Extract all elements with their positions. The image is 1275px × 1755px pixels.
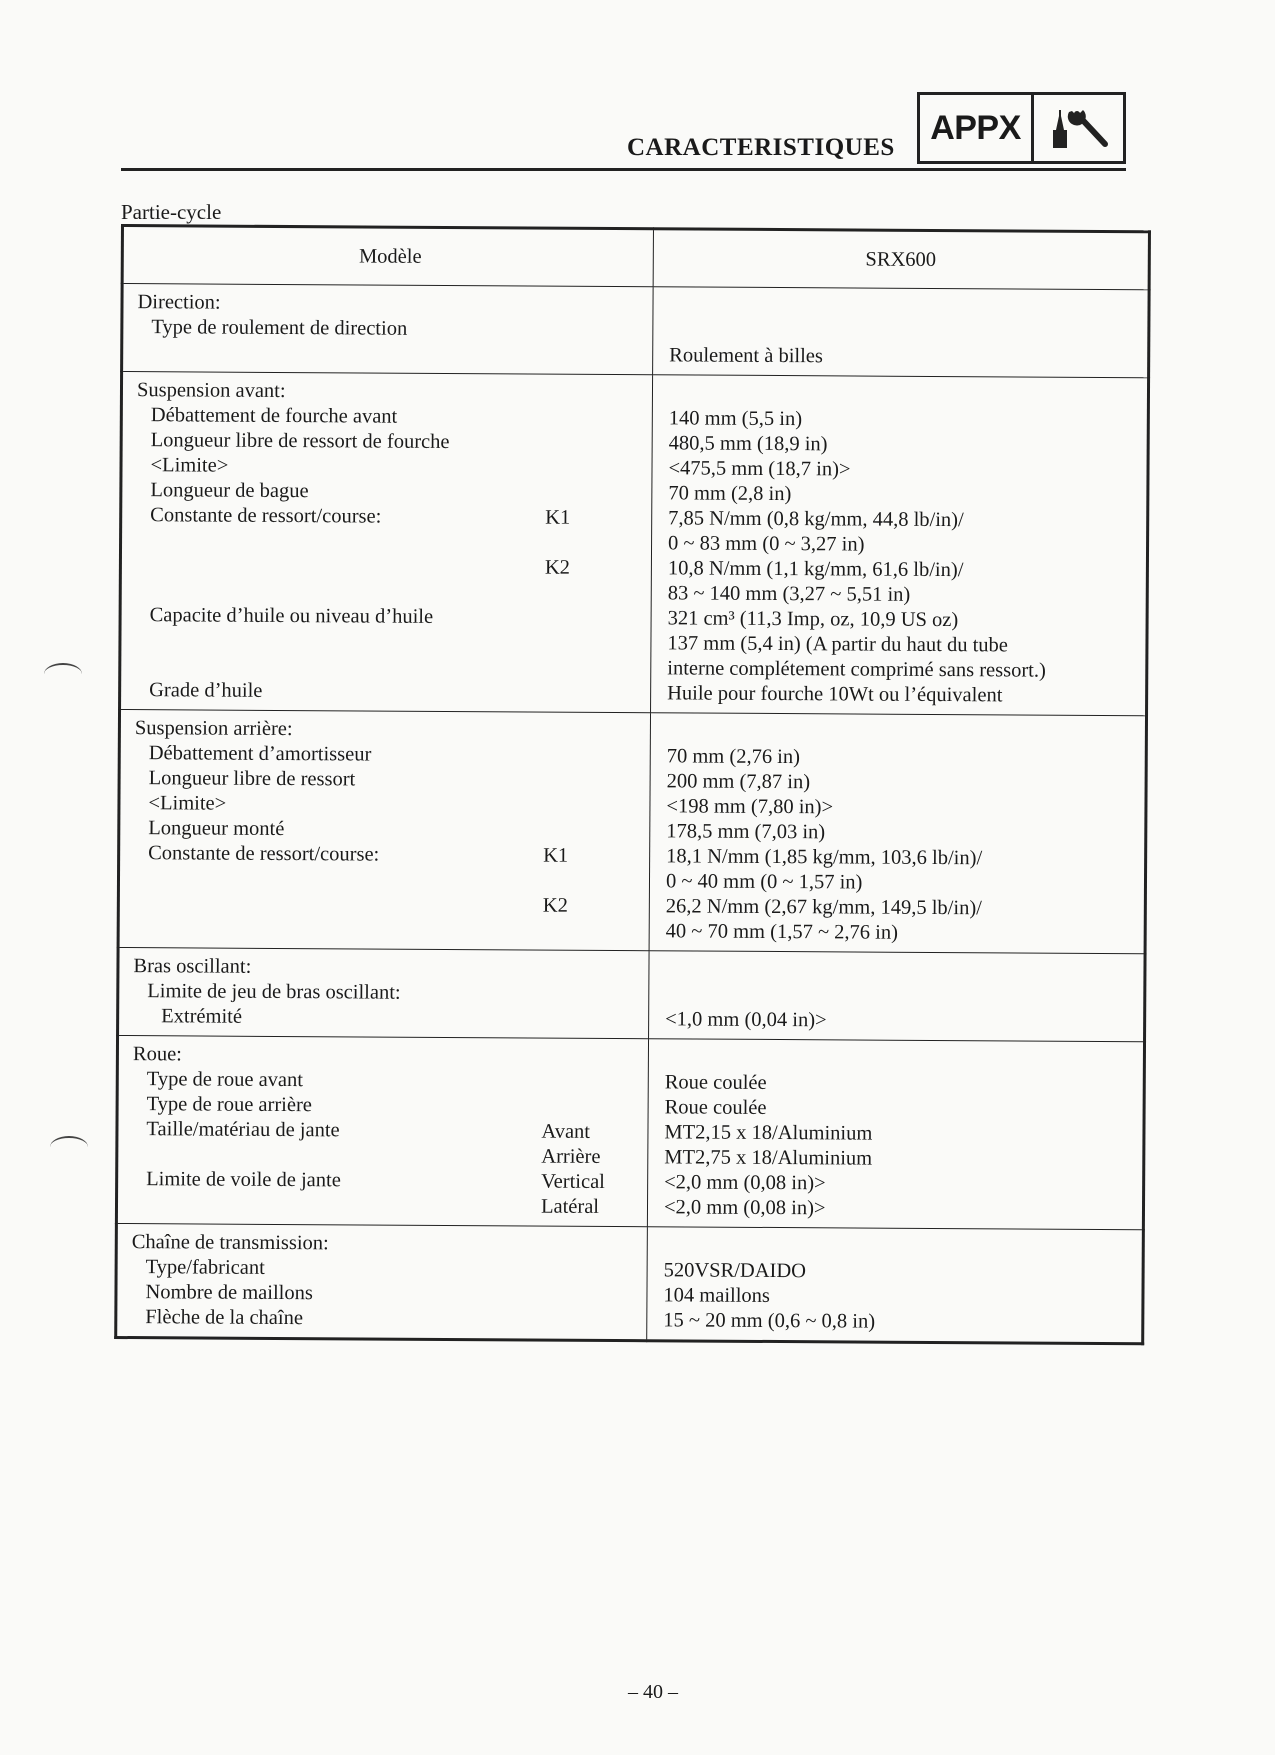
spec-values-cell [647, 1227, 1144, 1344]
spec-row [132, 1142, 637, 1170]
spec-value: 70 mm (2,8 in) [668, 482, 792, 506]
spec-value: 520VSR/DAIDO [663, 1259, 807, 1283]
spec-label: Capacite d’huile ou niveau d’huile [149, 604, 434, 628]
table-header-row [122, 226, 1149, 290]
spec-label: Limite de voile de jante [146, 1168, 341, 1192]
spec-value: 178,5 mm (7,03 in) [666, 820, 826, 844]
spec-sublabel: Avant [541, 1120, 591, 1143]
spec-sublabel: K2 [544, 556, 571, 579]
spec-value: 140 mm (5,5 in) [668, 407, 803, 431]
spec-group-row [116, 1035, 1144, 1229]
value-spacer [664, 1233, 1132, 1261]
spec-value: Huile pour fourche 10Wt ou l’équivalent [667, 682, 1003, 707]
spec-value: 104 maillons [663, 1284, 771, 1307]
value-spacer [665, 1045, 1133, 1073]
spec-label [150, 578, 545, 605]
spec-value: 26,2 N/mm (2,67 kg/mm, 149,5 lb/in)/ [665, 895, 982, 920]
badge-label: APPX [920, 95, 1034, 161]
punch-hole-mark [44, 663, 82, 685]
spec-label: Limite de jeu de bras oscillant: [147, 980, 401, 1004]
spec-value: 480,5 mm (18,9 in) [668, 432, 828, 456]
spec-value: <2,0 mm (0,08 in)> [663, 1196, 826, 1220]
spec-label: Constante de ressort/course: [148, 842, 380, 866]
spec-sublabel [544, 631, 640, 657]
spec-row [134, 866, 639, 894]
spec-sublabel [546, 431, 642, 457]
spec-sublabel [543, 819, 639, 845]
spec-sublabel [543, 869, 639, 895]
spec-sublabel: Latéral [540, 1195, 600, 1218]
spec-sublabel: K1 [543, 844, 569, 867]
spec-value: 18,1 N/mm (1,85 kg/mm, 103,6 lb/in)/ [666, 845, 983, 870]
spec-group-row [118, 947, 1146, 1041]
spec-value: MT2,75 x 18/Aluminium [664, 1146, 873, 1170]
spec-value: Roue coulée [664, 1096, 767, 1119]
spec-row [133, 979, 638, 1007]
spec-row [136, 453, 641, 481]
spec-labels-cell [116, 1223, 648, 1340]
spec-label: Taille/matériau de jante [146, 1118, 340, 1142]
spec-row [133, 1067, 638, 1095]
spec-row [134, 841, 639, 869]
spec-group-row [116, 1223, 1144, 1343]
spec-sublabel [543, 794, 639, 820]
spec-row [137, 315, 642, 343]
spec-value: MT2,15 x 18/Aluminium [664, 1121, 873, 1145]
spec-value: 83 ~ 140 mm (3,27 ~ 5,51 in) [667, 582, 911, 606]
spec-value: 70 mm (2,76 in) [666, 745, 801, 769]
spec-sublabel [544, 744, 640, 770]
spec-label [149, 653, 544, 680]
spec-value: <475,5 mm (18,7 in)> [668, 457, 851, 481]
spec-row [132, 1117, 637, 1145]
spec-value: 7,85 N/mm (0,8 kg/mm, 44,8 lb/in)/ [668, 507, 964, 532]
spec-row [134, 816, 639, 844]
spec-labels-cell [116, 1035, 648, 1226]
spec-row [132, 1192, 637, 1220]
spec-row [135, 653, 640, 681]
spec-sublabel [542, 1070, 638, 1096]
spec-label: Type de roulement de direction [151, 316, 408, 340]
spec-label [150, 553, 545, 580]
spec-row [135, 628, 640, 656]
spec-sublabel [544, 769, 640, 795]
punch-hole-mark [50, 1136, 88, 1158]
spec-row [135, 766, 640, 794]
spec-label [149, 628, 544, 655]
spec-labels-cell [120, 372, 653, 713]
spec-value: 321 cm³ (11,3 Imp, oz, 10,9 US oz) [667, 607, 959, 632]
spec-label: Type/fabricant [145, 1256, 265, 1279]
spec-value [665, 982, 1133, 1010]
spec-row [137, 428, 642, 456]
spec-row [134, 791, 639, 819]
spec-labels-cell [122, 284, 654, 375]
spec-label: <Limite> [148, 792, 227, 815]
spec-table-body [116, 284, 1149, 1344]
group-heading: Bras oscillant: [133, 955, 252, 978]
group-heading: Suspension avant: [136, 379, 286, 403]
spec-sublabel [544, 681, 640, 707]
spec-label [148, 866, 543, 893]
spec-sublabel [545, 456, 641, 482]
spec-value: interne complétement comprimé sans ressort.) [667, 657, 1046, 682]
spec-value: Roue coulée [664, 1071, 767, 1094]
spec-values-cell [653, 287, 1150, 378]
spec-label: Débattement de fourche avant [150, 404, 398, 428]
spec-row [131, 1305, 636, 1333]
spec-sublabel [541, 1258, 637, 1284]
group-heading: Direction: [137, 291, 221, 314]
spec-sublabel: K2 [542, 894, 568, 917]
spec-sublabel [542, 982, 638, 1008]
spec-value: <1,0 mm (0,04 in)> [665, 1008, 827, 1032]
spec-row [131, 1280, 636, 1308]
group-heading: Chaîne de transmission: [131, 1231, 329, 1255]
spec-sublabel [542, 1095, 638, 1121]
spec-labels-cell [118, 710, 650, 951]
appendix-badge [917, 92, 1126, 164]
page-number: – 40 – [628, 1681, 678, 1703]
spec-label: Grade d’huile [149, 679, 263, 702]
spec-sublabel: Arrière [541, 1145, 601, 1168]
spec-value: 200 mm (7,87 in) [666, 770, 811, 794]
spec-label: Longueur de bague [150, 479, 309, 503]
spec-sublabel [545, 606, 641, 632]
section-label: Partie-cycle [121, 200, 222, 224]
spec-row [137, 403, 642, 431]
value-spacer [665, 957, 1133, 985]
spec-row [134, 891, 639, 919]
spec-values-cell [647, 1039, 1144, 1230]
spec-label: Constante de ressort/course: [150, 504, 382, 528]
spec-row [132, 1167, 637, 1195]
spec-label [150, 528, 545, 555]
spec-label: Débattement d’amortisseur [148, 742, 372, 766]
column-header-value: SRX600 [653, 229, 1149, 290]
spec-row [136, 603, 641, 631]
spec-value: 40 ~ 70 mm (1,57 ~ 2,76 in) [665, 920, 899, 944]
spec-row [135, 741, 640, 769]
spec-value: 10,8 N/mm (1,1 kg/mm, 61,6 lb/in)/ [667, 557, 964, 582]
spec-group-row [120, 372, 1149, 716]
spec-value: <198 mm (7,80 in)> [666, 795, 834, 819]
spec-label [148, 891, 543, 918]
spec-label: Longueur libre de ressort de fourche [150, 429, 450, 454]
spec-label: Type de roue arrière [146, 1093, 313, 1117]
spec-sublabel [544, 656, 640, 682]
spec-value: 0 ~ 83 mm (0 ~ 3,27 in) [667, 532, 865, 556]
spec-sublabel [542, 1007, 638, 1033]
header-rule [121, 168, 1126, 171]
spec-sublabel [540, 1308, 636, 1334]
spec-label [146, 1142, 541, 1169]
spec-row [136, 528, 641, 556]
spec-label: Extrémité [161, 1005, 243, 1028]
spec-sublabel: Vertical [541, 1170, 605, 1193]
spec-sublabel [545, 481, 641, 507]
page-header-title: CARACTERISTIQUES [627, 134, 895, 161]
spec-sublabel [545, 531, 641, 557]
spec-group-row [122, 284, 1150, 378]
spec-values-cell [649, 951, 1146, 1042]
spec-sublabel [540, 1283, 636, 1309]
spec-labels-cell [118, 947, 650, 1038]
spec-value: 0 ~ 40 mm (0 ~ 1,57 in) [665, 870, 863, 894]
spec-label: <Limite> [150, 454, 229, 477]
spec-label: Type de roue avant [146, 1068, 304, 1092]
spec-label: Nombre de maillons [145, 1281, 313, 1305]
group-heading: Suspension arrière: [134, 717, 293, 741]
value-spacer [667, 719, 1135, 747]
value-spacer [669, 381, 1137, 409]
spec-table [114, 224, 1151, 1345]
spec-value [669, 318, 1137, 346]
spec-label: Flèche de la chaîne [145, 1306, 304, 1330]
spec-value: Roulement à billes [669, 344, 824, 368]
column-header-model: Modèle [122, 226, 653, 287]
spec-row [136, 503, 641, 531]
spec-value: 15 ~ 20 mm (0,6 ~ 0,8 in) [663, 1309, 876, 1333]
spec-row [133, 1092, 638, 1120]
spec-row [135, 678, 640, 706]
spec-label: Longueur monté [148, 817, 285, 841]
spec-label: Longueur libre de ressort [148, 767, 356, 791]
spec-sublabel [543, 919, 639, 945]
spec-values-cell [651, 375, 1149, 716]
spec-row [136, 553, 641, 581]
spec-sublabel [545, 581, 641, 607]
group-heading: Roue: [132, 1043, 182, 1066]
value-spacer [669, 293, 1137, 321]
spec-row [136, 578, 641, 606]
spec-group-row [118, 710, 1146, 954]
spec-row [133, 1004, 638, 1032]
tools-icon [1034, 95, 1123, 161]
spec-label [148, 916, 543, 943]
spec-value: <2,0 mm (0,08 in)> [664, 1171, 826, 1195]
spec-label [146, 1192, 541, 1219]
spec-row [134, 916, 639, 944]
spec-sublabel [546, 318, 642, 344]
spec-sublabel: K1 [545, 506, 571, 529]
spec-value: 137 mm (5,4 in) (A partir du haut du tube [667, 632, 1008, 657]
spec-row [132, 1255, 637, 1283]
spec-values-cell [649, 713, 1146, 954]
spec-row [136, 478, 641, 506]
spec-sublabel [546, 406, 642, 432]
